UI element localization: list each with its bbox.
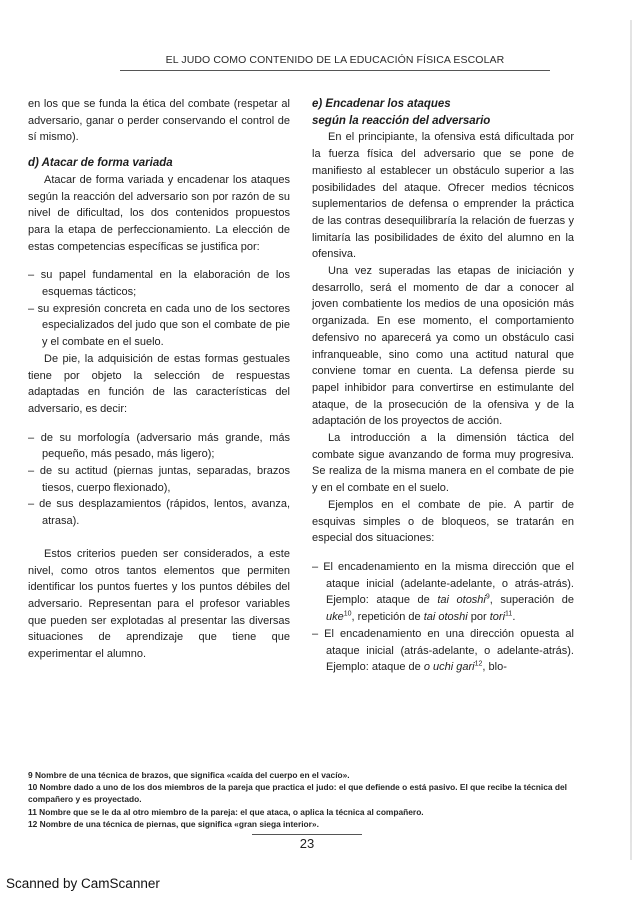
page-number-rule [252,834,362,835]
text-run: – El encadenamiento en una dirección opuesta al ataque inicial (atrás-adelante, o adelante-atrás). Ejemplo: ataque de [312,627,574,674]
list-item: – de su morfología (adversario más grande, más pequeño, más pesado, más ligero); [28,431,290,461]
footnote: 9 Nombre de una técnica de brazos, que significa «caída del cuerpo en el vacío». [28,770,350,780]
bullet-list [28,430,290,530]
list-item: – de su actitud (piernas juntas, separadas, brazos tiesos, cuerpo flexionado), [28,465,290,494]
list-item [312,626,574,676]
running-header: EL JUDO COMO CONTENIDO DE LA EDUCACIÓN FÍSICA ESCOLAR [165,54,505,66]
text-run: , blo- [482,661,507,674]
bullet-list [312,559,574,676]
bullet-list [28,267,290,351]
list-item: – de sus desplazamientos (rápidos, lentos, avanza, atrasa). [28,498,290,528]
paragraph: Atacar de forma variada y encadenar los ataques según la reacción del adversario son por razón de su nivel de dificultad, los dos contenidos propuestos para la etapa de perfeccionamiento. La elección de estas competencias específicas se justifica por: [28,173,290,253]
judo-term: tai otoshi [437,594,486,607]
paragraph: En el principiante, la ofensiva está dificultada por la fuerza física del adversario que se pone de manifiesto al establecer un obstáculo superior a las posibilidades del ataque. Ofrecer medios técnicos suplementarios de defensa o emprender la práctica de las contras desequilibraría la relación de fuerzas y limitaría las posibilidades de éxito del alumno en la ofensiva. [312,131,574,261]
paragraph: De pie, la adquisición de estas formas gestuales tiene por objeto la selección de respuestas adaptadas en función de las características del adversario, es decir: [28,352,290,415]
paragraph-continuation: en los que se funda la ética del combate (respetar al adversario, ganar o perder conservando el control de sí mismo). [28,98,290,144]
list-item [312,559,574,626]
judo-term: tori [489,611,506,624]
paragraph: Estos criterios pueden ser considerados, a este nivel, como otros tantos elementos que permiten identificar los puntos fuertes y los puntos débiles del adversario. Representan para el profesor variables que pueden ser explotadas al presentar las diversas situaciones de aprendizaje que tiene que experimentar el alumno. [28,547,290,661]
section-heading-d: d) Atacar de forma variada [28,157,173,170]
text-run: – El encadenamiento en la misma dirección que el ataque inicial (adelante-adelante, o atrás-atrás). Ejemplo: ataque de [312,560,574,607]
paragraph: Ejemplos en el combate de pie. A partir de esquivas simples o de bloqueos, se tratarán en especial dos situaciones: [312,498,574,545]
section-heading-e-line2: según la reacción del adversario [312,114,491,127]
footnote-ref: 9 [485,593,490,601]
text-run: , repetición de [351,611,424,624]
footnote-ref: 11 [505,610,513,618]
page-number: 23 [299,836,315,851]
text-run: por [467,611,490,624]
footnote: 11 Nombre que se le da al otro miembro de la pareja: el que ataca, o aplica la técnica al compañero. [28,806,424,817]
paragraph: Una vez superadas las etapas de iniciación y desarrollo, será el momento de dar a conocer al joven combatiente los medios de una oposición más organizada. En ese momento, el comportamiento defensivo no aparecerá ya como un obstáculo casi infranqueable, sino como una actitud natural que conviene tomar en cuenta. La defensa pierde su papel inhibidor para convertirse en estimulante del ataque, de la prosecución de la ofensiva y de la adaptación de los proyectos de acción. [312,265,574,428]
judo-term: uke [326,611,344,624]
left-column [28,96,290,663]
text-run: , superación de [489,594,574,607]
text-run: . [512,611,516,624]
scanner-watermark: Scanned by CamScanner [6,876,160,891]
footnote-ref: 10 [343,610,352,618]
section-heading-e: e) Encadenar los ataques [312,98,451,110]
footnote-ref: 12 [474,660,483,668]
paragraph: La introducción a la dimensión táctica del combate sigue avanzando de forma muy progresiva. Se realiza de la misma manera en el combate de pie y en el combate en el suelo. [312,432,574,495]
header-rule [120,70,550,71]
footnote: 10 Nombre dado a uno de los dos miembros de la pareja que practica el judo: el que defiende o está pasivo. El que recibe la técnica del compañero y es proyectado. [28,782,567,805]
list-item: – su expresión concreta en cada uno de los sectores especializados del judo que son el combate de pie y el combate en el suelo. [28,302,290,349]
right-column [312,96,574,676]
list-item: – su papel fundamental en la elaboración de los esquemas tácticos; [28,269,290,299]
footnote: 12 Nombre de una técnica de piernas, que significa «gran siega interior». [28,818,319,829]
page-edge-shadow [630,20,632,860]
judo-term: o uchi gari [423,661,475,674]
footnotes [28,769,588,830]
judo-term: tai otoshi [423,611,468,624]
